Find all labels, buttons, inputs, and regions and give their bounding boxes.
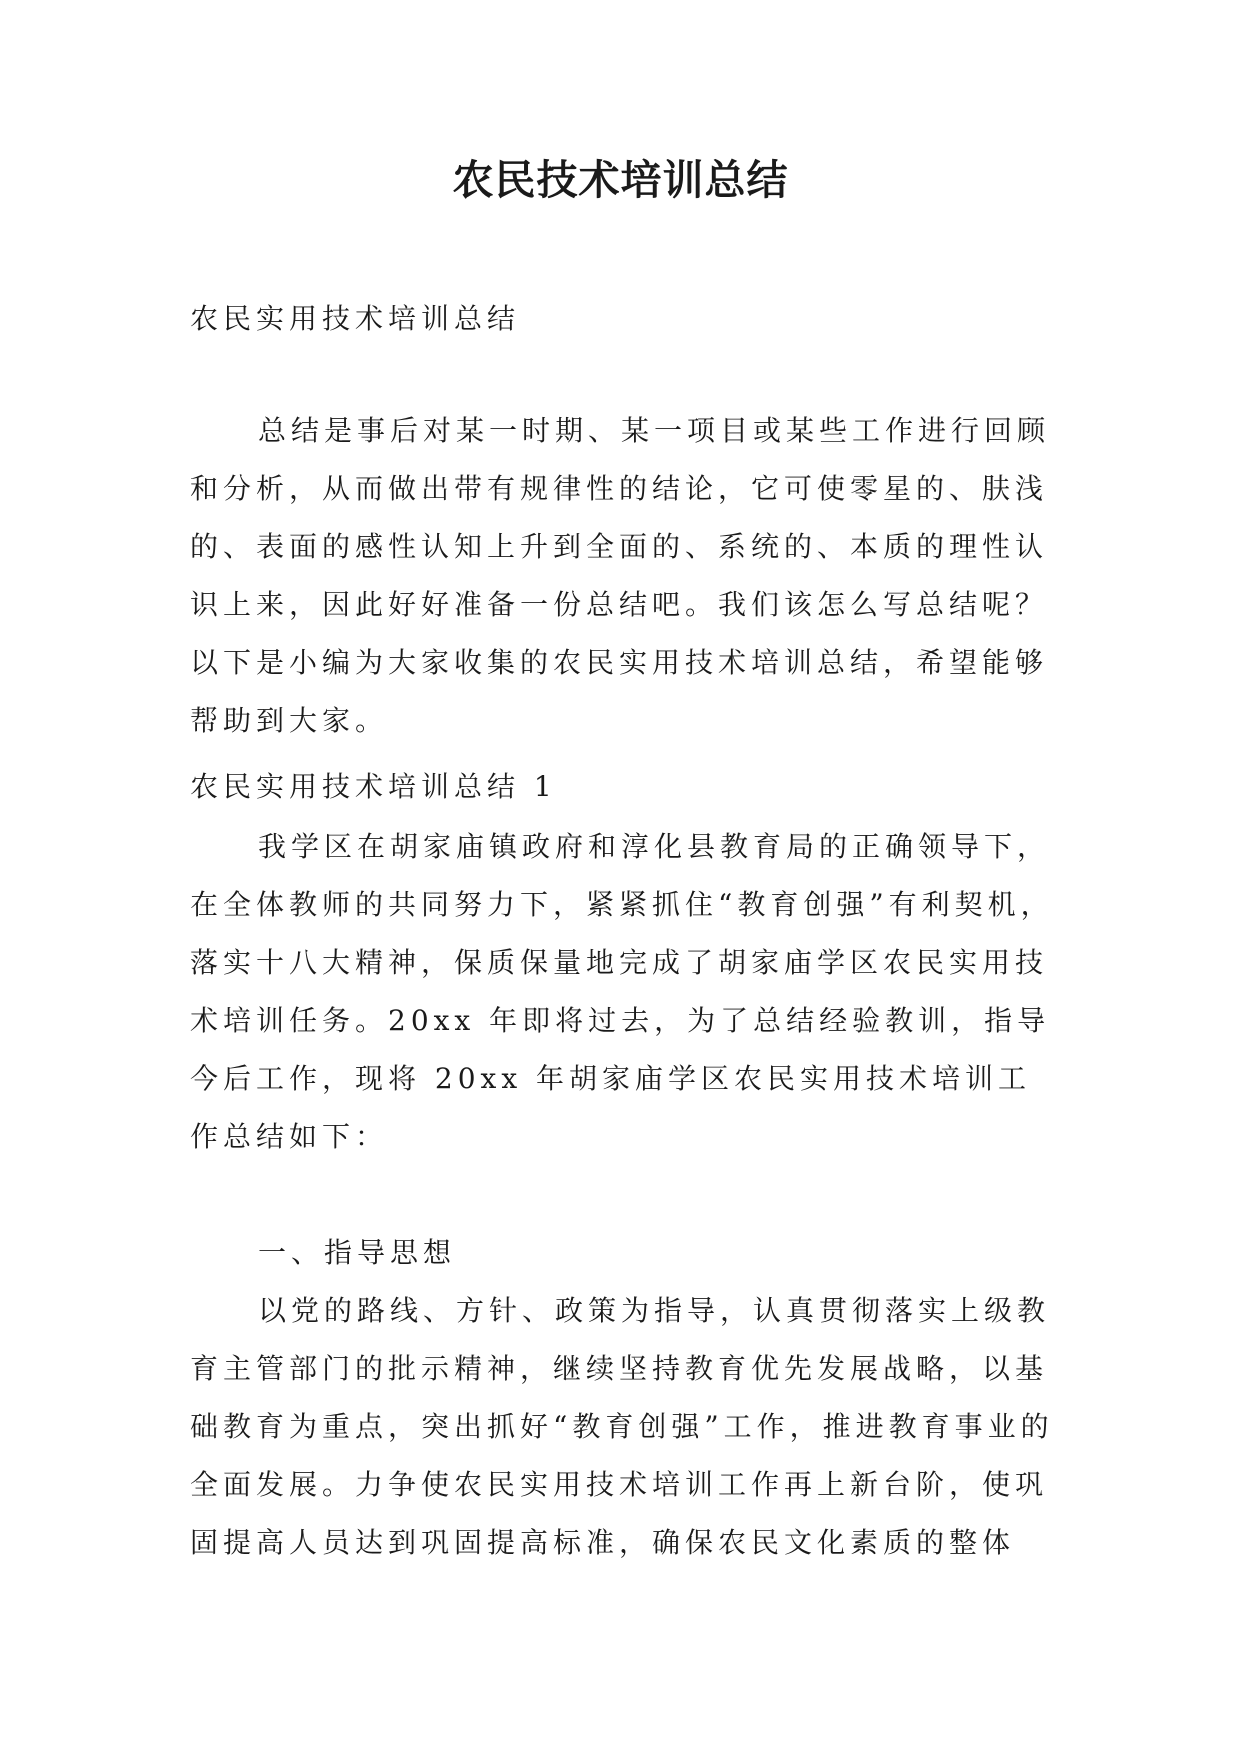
guiding-ideology-heading: 一、指导思想 — [258, 1236, 457, 1269]
document-subtitle: 农民实用技术培训总结 — [190, 302, 521, 335]
body-paragraph-1: 我学区在胡家庙镇政府和淳化县教育局的正确领导下，在全体教师的共同努力下，紧紧抓住“教育创强”有利契机，落实十八大精神，保质保量地完成了胡家庙学区农民实用技术培训任务。20xx 年即将过去，为了总结经验教训，指导今后工作，现将 20xx 年胡家庙学区农民实用技术培训工作总结如下： — [190, 830, 1054, 1153]
document-title: 农民技术培训总结 — [452, 156, 789, 204]
body-paragraph-2: 以党的路线、方针、政策为指导，认真贯彻落实上级教育主管部门的批示精神，继续坚持教育优先发展战略，以基础教育为重点，突出抓好“教育创强”工作，推进教育事业的全面发展。力争使农民实用技术培训工作再上新台阶，使巩固提高人员达到巩固提高标准，确保农民文化素质的整体 — [190, 1294, 1054, 1559]
intro-paragraph: 总结是事后对某一时期、某一项目或某些工作进行回顾和分析，从而做出带有规律性的结论，它可使零星的、肤浅的、表面的感性认知上升到全面的、系统的、本质的理性认识上来，因此好好准备一份总结吧。我们该怎么写总结呢？以下是小编为大家收集的农民实用技术培训总结，希望能够帮助到大家。 — [190, 414, 1051, 737]
section-heading: 农民实用技术培训总结 1 — [190, 770, 557, 803]
